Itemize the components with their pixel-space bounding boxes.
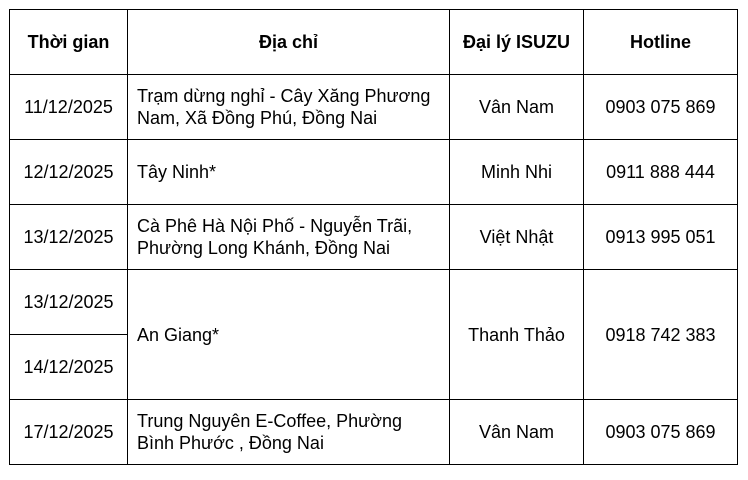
table-row <box>10 205 738 270</box>
hotline-cell: 0913 995 051 <box>584 205 738 270</box>
date-cell: 13/12/2025 <box>10 205 128 270</box>
dealer-cell: Minh Nhi <box>450 140 584 205</box>
header-time: Thời gian <box>10 10 128 75</box>
dealer-cell: Thanh Thảo <box>450 270 584 400</box>
address-cell: Trung Nguyên E-Coffee, Phường Bình Phước , Đồng Nai <box>128 400 450 465</box>
hotline-cell: 0918 742 383 <box>584 270 738 400</box>
hotline-cell: 0911 888 444 <box>584 140 738 205</box>
header-address: Địa chỉ <box>128 10 450 75</box>
table-row <box>10 75 738 140</box>
date-cell: 12/12/2025 <box>10 140 128 205</box>
hotline-cell: 0903 075 869 <box>584 400 738 465</box>
date-cell: 17/12/2025 <box>10 400 128 465</box>
address-cell: Trạm dừng nghỉ - Cây Xăng Phương Nam, Xã Đồng Phú, Đồng Nai <box>128 75 450 140</box>
dealer-cell: Vân Nam <box>450 400 584 465</box>
header-dealer: Đại lý ISUZU <box>450 10 584 75</box>
dealer-cell: Việt Nhật <box>450 205 584 270</box>
hotline-cell: 0903 075 869 <box>584 75 738 140</box>
address-cell: Cà Phê Hà Nội Phố - Nguyễn Trãi, Phường Long Khánh, Đồng Nai <box>128 205 450 270</box>
address-cell: Tây Ninh* <box>128 140 450 205</box>
date-cell: 14/12/2025 <box>10 335 128 400</box>
header-hotline: Hotline <box>584 10 738 75</box>
address-cell: An Giang* <box>128 270 450 400</box>
header-row <box>10 10 738 75</box>
table-row <box>10 270 738 335</box>
table-row <box>10 400 738 465</box>
date-cell: 13/12/2025 <box>10 270 128 335</box>
dealer-cell: Vân Nam <box>450 75 584 140</box>
schedule-table <box>9 9 738 465</box>
table-row <box>10 140 738 205</box>
date-cell: 11/12/2025 <box>10 75 128 140</box>
